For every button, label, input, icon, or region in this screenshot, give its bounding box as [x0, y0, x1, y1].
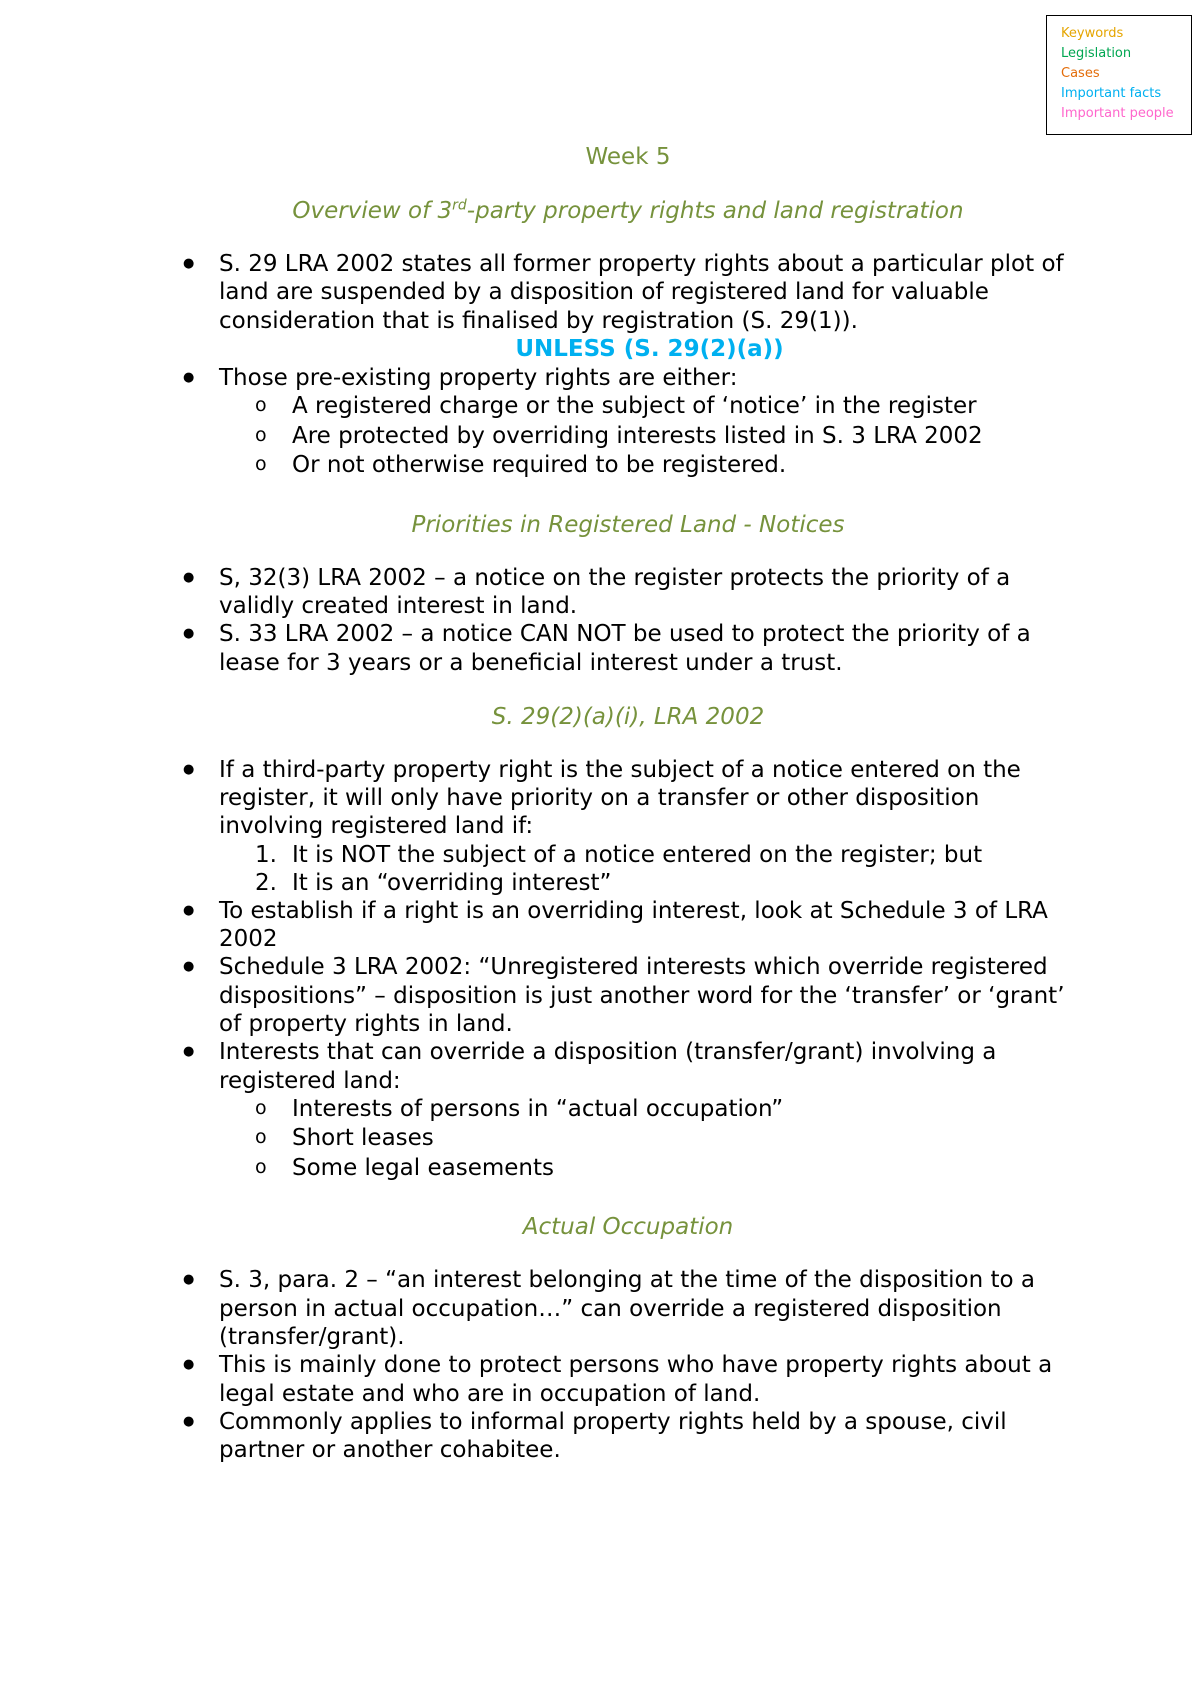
s29-list — [178, 756, 1078, 1183]
unless-note: UNLESS (S. 29(2)(a)) — [515, 335, 784, 362]
legend-legislation: Legislation — [1061, 46, 1132, 61]
actual-occupation-list — [178, 1266, 1078, 1464]
section-heading-overview: Overview of 3rd-party property rights and land registration — [292, 197, 964, 224]
sub-list — [219, 392, 1078, 481]
list-item: ● Schedule 3 LRA 2002: “Unregistered interests which override registered dispositions” – disposition is just another word for the ‘transfer’ or ‘grant’ of property rights in land. — [178, 953, 1078, 1038]
list-item: ● Commonly applies to informal property rights held by a spouse, civil partner or another cohabitee. — [178, 1408, 1078, 1465]
legend-keywords: Keywords — [1061, 26, 1124, 41]
sub-list-item: o Some legal easements — [178, 1154, 1078, 1184]
section-heading-actual-occupation: Actual Occupation — [522, 1214, 734, 1241]
section-heading-s29: S. 29(2)(a)(i), LRA 2002 — [491, 703, 765, 730]
overview-list — [178, 250, 1078, 335]
numbered-item: 1. It is NOT the subject of a notice entered on the register; but — [255, 841, 983, 868]
list-item: ● S. 3, para. 2 – “an interest belonging at the time of the disposition to a person in actual occupation…” can override a registered disposition (transfer/grant). — [178, 1266, 1078, 1351]
sub-list — [219, 1095, 1078, 1184]
list-item: ● This is mainly done to protect persons who have property rights about a legal estate and who are in occupation of land. — [178, 1351, 1078, 1408]
overview-list-2 — [178, 364, 1078, 481]
list-item: ● Those pre-existing property rights are either: o A registered charge or the subject of ‘notice’ in the register o Are protected by overriding interests listed in S. 3 LRA 2002 o Or not otherwise required to be registered. — [178, 364, 1078, 481]
sub-list-item: o A registered charge or the subject of ‘notice’ in the register — [178, 392, 1078, 422]
color-legend — [1046, 15, 1192, 135]
legend-important-facts: Important facts — [1061, 86, 1162, 101]
list-item: ● S. 29 LRA 2002 states all former property rights about a particular plot of land are suspended by a disposition of registered land for valuable consideration that is finalised by registration (S. 29(1)). — [178, 250, 1078, 335]
sub-list-item: o Or not otherwise required to be registered. — [178, 451, 1078, 481]
page-title: Week 5 — [585, 144, 671, 170]
numbered-item: 2. It is an “overriding interest” — [255, 869, 612, 896]
document-body — [178, 142, 1078, 1464]
list-item: ● If a third-party property right is the subject of a notice entered on the register, it will only have priority on a transfer or other disposition involving registered land if: 1. It is NOT the subject of a notice entered on the register; but 2. It is an “overriding interest” — [178, 756, 1078, 897]
list-item: ● To establish if a right is an overriding interest, look at Schedule 3 of LRA 2002 — [178, 897, 1078, 954]
section-heading-notices: Priorities in Registered Land - Notices — [411, 511, 845, 538]
sub-list-item: o Interests of persons in “actual occupation” — [178, 1095, 1078, 1125]
sub-list-item: o Are protected by overriding interests listed in S. 3 LRA 2002 — [178, 422, 1078, 452]
list-item: ● Interests that can override a disposition (transfer/grant) involving a registered land: o Interests of persons in “actual occupation” o Short leases o Some legal easements — [178, 1038, 1078, 1183]
notices-list — [178, 564, 1078, 677]
numbered-list — [219, 841, 1078, 897]
sub-list-item: o Short leases — [178, 1124, 1078, 1154]
legend-cases: Cases — [1061, 66, 1100, 81]
list-item: ● S. 33 LRA 2002 – a notice CAN NOT be used to protect the priority of a lease for 3 years or a beneficial interest under a trust. — [178, 620, 1078, 677]
list-item: ● S, 32(3) LRA 2002 – a notice on the register protects the priority of a validly created interest in land. — [178, 564, 1078, 621]
legend-important-people: Important people — [1061, 106, 1174, 121]
